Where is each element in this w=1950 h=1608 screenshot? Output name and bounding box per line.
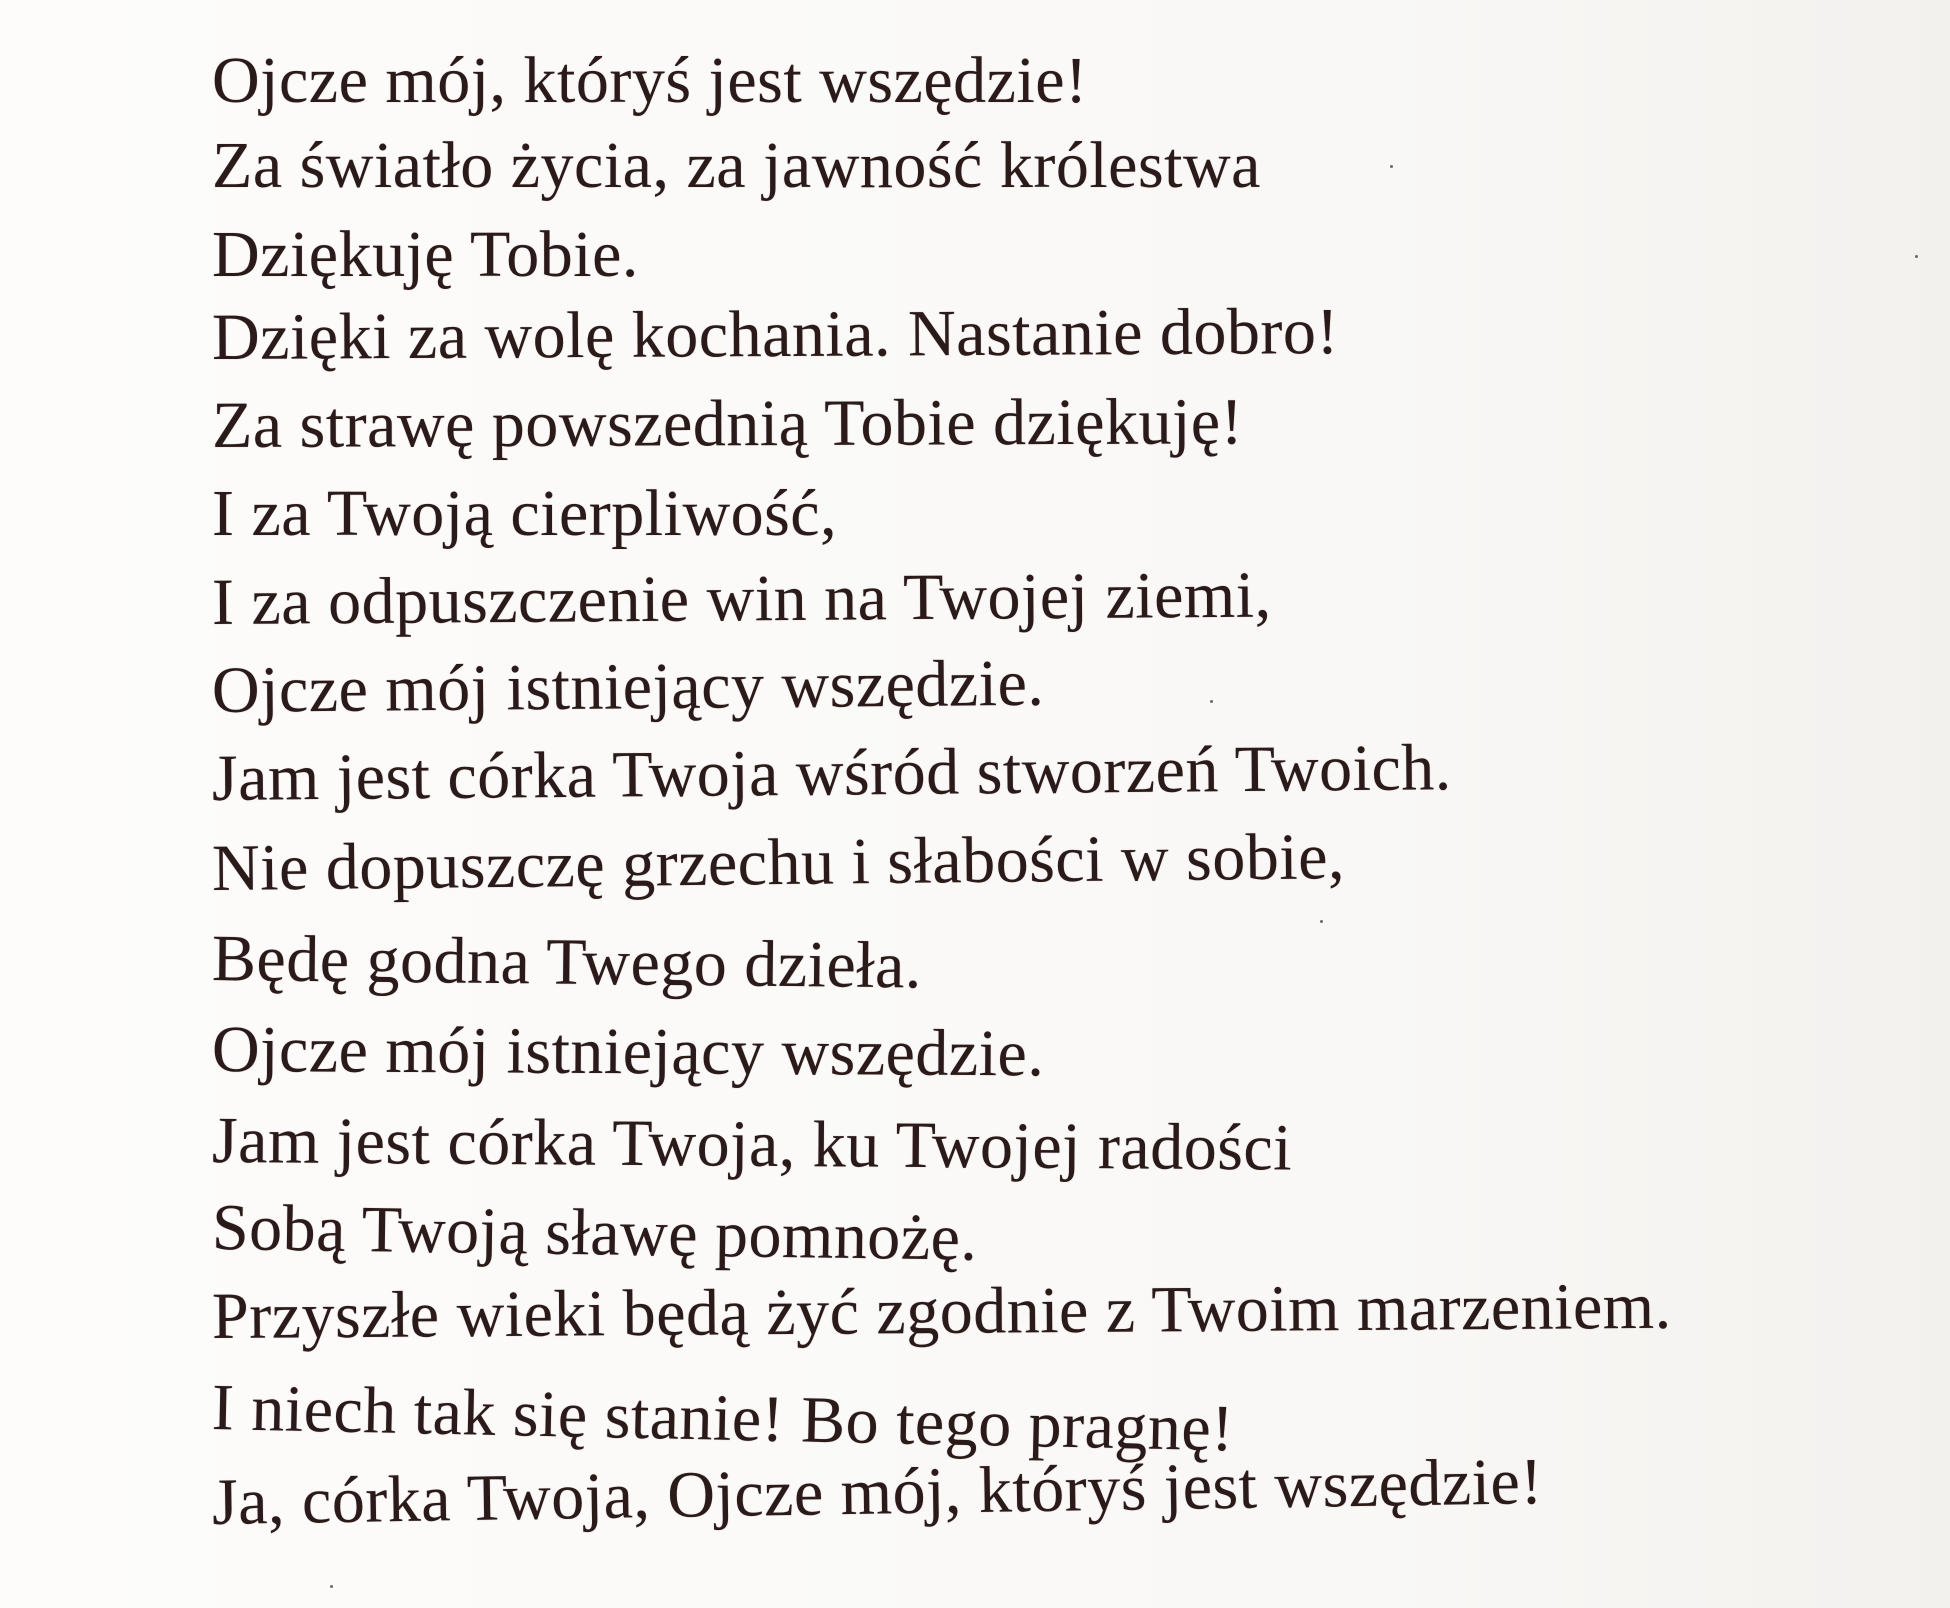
poem-line: Przyszłe wieki będą żyć zgodnie z Twoim marzeniem. (211, 1269, 1672, 1353)
poem-line: Dziękuję Tobie. (212, 218, 639, 291)
poem-line: Ojcze mój, któryś jest wszędzie! (212, 44, 1088, 117)
poem-line: Ja, córka Twoja, Ojcze mój, któryś jest wszędzie! (211, 1445, 1544, 1539)
paper-speck (1915, 255, 1918, 258)
poem-line: Ojcze mój istniejący wszędzie. (211, 1013, 1045, 1091)
poem-line: Nie dopuszczę grzechu i słabości w sobie, (211, 820, 1346, 905)
poem-line: Za strawę powszednią Tobie dziękuję! (211, 385, 1244, 462)
paper-speck (330, 1585, 333, 1588)
paper-speck (1390, 165, 1393, 168)
poem-line: I za odpuszczenie win na Twojej ziemi, (211, 558, 1272, 639)
poem-line: Będę godna Twego dzieła. (211, 922, 923, 1003)
poem-line: I niech tak się stanie! Bo tego pragnę! (211, 1371, 1235, 1466)
poem-line: Jam jest córka Twoja, ku Twojej radości (211, 1104, 1293, 1185)
poem-line: I za Twoją cierpliwość, (212, 477, 838, 550)
poem-line: Dzięki za wolę kochania. Nastanie dobro! (211, 295, 1340, 374)
poem-line: Sobą Twoją sławę pomnożę. (211, 1191, 978, 1275)
poem-line: Za światło życia, za jawność królestwa (212, 129, 1261, 202)
paper-speck (1320, 920, 1323, 923)
paper-speck (1210, 700, 1213, 703)
poem-line: Ojcze mój istniejący wszędzie. (211, 646, 1045, 727)
poem-line: Jam jest córka Twoja wśród stworzeń Twoich. (211, 731, 1453, 815)
